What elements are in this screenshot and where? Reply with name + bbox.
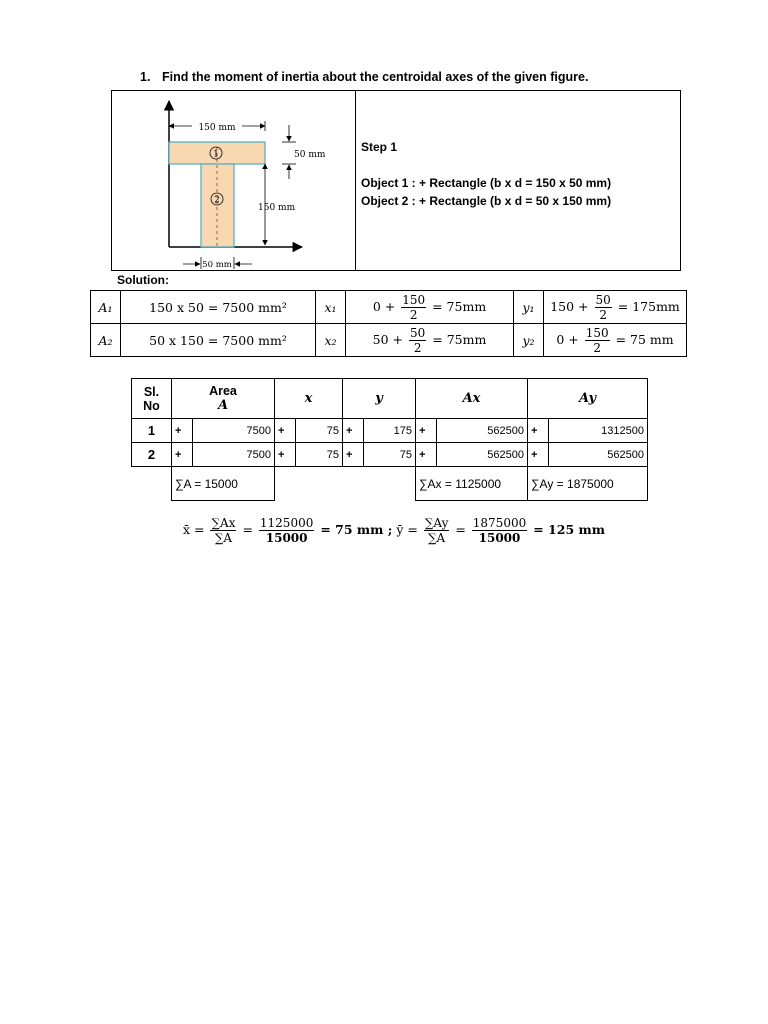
a2-symbol: A₂ (91, 324, 121, 357)
step-description (361, 138, 611, 210)
a1-expression: 150 x 50 = 7500 mm² (121, 291, 316, 324)
a2-expression: 50 x 150 = 7500 mm² (121, 324, 316, 357)
x1-expression: 0 + $\frac{150}{2}$ = 75mm (346, 291, 514, 324)
table-row: 2 + 7500 + 75 + 75 + 562500 + 562500 (132, 443, 648, 467)
web-rectangle (201, 164, 234, 247)
x1-symbol: x₁ (316, 291, 346, 324)
bottom-dimension-label: 50 mm (202, 260, 232, 269)
y2-symbol: y₂ (514, 324, 544, 357)
header-x: x (275, 379, 343, 419)
y2-expression: 0 + $\frac{150}{2}$ = 75 mm (544, 324, 687, 357)
object-1-text: Object 1 : + Rectangle (b x d = 150 x 50 mm) (361, 176, 612, 190)
fraction: $\frac{150}{2}$ (402, 292, 426, 322)
t-section-figure (156, 97, 356, 269)
header-ax: Ax (416, 379, 528, 419)
centroid-table (131, 378, 648, 501)
header-row (132, 379, 648, 419)
area-coordinate-table (90, 290, 687, 357)
top-dimension-label: 150 mm (198, 123, 236, 133)
ybar-symbol: ȳ = (396, 522, 418, 537)
sum-ay: ∑Ay = 1875000 (528, 467, 648, 501)
sum-ax: ∑Ax = 1125000 (416, 467, 528, 501)
label-1: 1 (213, 149, 219, 160)
x-result: = 75 mm ; (320, 522, 393, 537)
fraction: $\frac{\sum Ax}{\sum A}$ (211, 516, 236, 545)
y-result: = 125 mm (533, 522, 605, 537)
header-area: Area A (172, 379, 275, 419)
question-text: Find the moment of inertia about the centroidal axes of the given figure. (162, 70, 589, 84)
table-row (91, 324, 687, 357)
flange-thickness-label: 50 mm (294, 150, 326, 160)
x2-expression: 50 + $\frac{50}{2}$ = 75mm (346, 324, 514, 357)
fraction: $\frac{1125000}{15000}$ (259, 516, 314, 545)
web-height-label: 150 mm (258, 203, 296, 213)
table-row: 1 + 7500 + 75 + 175 + 562500 + 1312500 (132, 419, 648, 443)
y1-expression: 150 + $\frac{50}{2}$ = 175mm (544, 291, 687, 324)
fraction: $\frac{50}{2}$ (595, 292, 611, 322)
x2-symbol: x₂ (316, 324, 346, 357)
step-title: Step 1 (361, 140, 398, 154)
sum-area: ∑A = 15000 (172, 467, 275, 501)
centroid-formula: x̄ = $\frac{\sum Ax}{\sum A}$ = $\frac{1125000}{15000}$ = 75 mm ; ȳ = $\frac{\sum Ay}{\sum A}$ = $\frac{1875000}{15000}$ = 125 mm (183, 516, 605, 545)
a1-symbol: A₁ (91, 291, 121, 324)
header-ay: Ay (528, 379, 648, 419)
table-row (91, 291, 687, 324)
object-2-text: Object 2 : + Rectangle (b x d = 50 x 150 mm) (361, 194, 612, 208)
solution-label: Solution: (117, 273, 169, 287)
question (140, 70, 588, 84)
fraction: $\frac{150}{2}$ (585, 325, 609, 355)
fraction: $\frac{50}{2}$ (410, 325, 426, 355)
sum-row (132, 467, 648, 501)
fraction: $\frac{1875000}{15000}$ (472, 516, 527, 545)
xbar-symbol: x̄ = (183, 522, 205, 537)
question-number: 1. (140, 70, 151, 84)
header-y: y (343, 379, 416, 419)
header-sl-no: Sl. No (132, 379, 172, 419)
fraction: $\frac{\sum Ay}{\sum A}$ (424, 516, 449, 545)
label-2: 2 (214, 195, 220, 206)
y1-symbol: y₁ (514, 291, 544, 324)
